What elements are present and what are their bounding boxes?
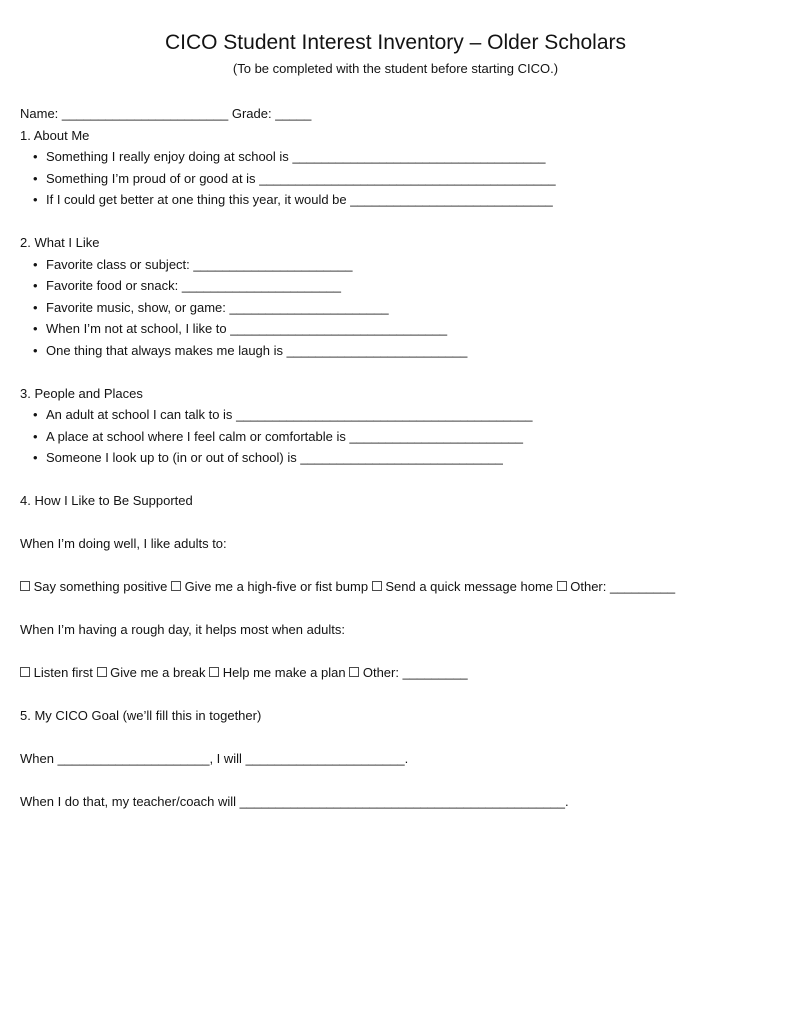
form-line xyxy=(20,275,771,297)
blank-line[interactable]: ______________________ xyxy=(229,299,389,315)
checkbox-icon[interactable] xyxy=(557,581,567,591)
section-goal-heading: 5. My CICO Goal (we’ll fill this in together) xyxy=(20,708,262,723)
form-line xyxy=(20,426,771,448)
checkbox-label: Say something positive xyxy=(33,579,168,594)
checkbox-option-other[interactable] xyxy=(349,665,399,680)
checkbox-option[interactable] xyxy=(20,579,167,594)
name-grade-line xyxy=(20,103,771,125)
checkbox-icon[interactable] xyxy=(349,667,359,677)
field-label: One thing that always makes me laugh is xyxy=(46,342,284,358)
form-line xyxy=(20,189,771,211)
section-about-me xyxy=(20,125,771,211)
form-line xyxy=(20,340,771,362)
field-label: If I could get better at one thing this year, it would be xyxy=(46,192,347,207)
goal-line-2 xyxy=(20,791,771,813)
blank-line[interactable]: ____________________________ xyxy=(300,450,503,465)
what-i-like-list xyxy=(20,254,771,362)
section-about-me-heading: 1. About Me xyxy=(20,127,90,143)
rough-day-intro: When I’m having a rough day, it helps most when adults: xyxy=(20,622,345,637)
blank-line[interactable]: _________________________________________ xyxy=(259,170,556,186)
goal-line-2-pre: When I do that, my teacher/coach will xyxy=(20,794,237,809)
other-blank[interactable]: _________ xyxy=(402,665,468,680)
field-label: Favorite food or snack: xyxy=(46,278,179,293)
section-people-places xyxy=(20,383,771,469)
field-label: An adult at school I can talk to is xyxy=(46,407,233,422)
checkbox-label: Send a quick message home xyxy=(385,579,553,594)
document-subtitle: (To be completed with the student before starting CICO.) xyxy=(232,61,559,76)
blank-line[interactable]: _________________________ xyxy=(286,342,468,358)
checkbox-option[interactable] xyxy=(20,665,93,680)
goal-line-2-period: . xyxy=(565,794,569,809)
goal-line-1-pre: When xyxy=(20,751,54,766)
form-line xyxy=(20,146,771,168)
rough-day-options xyxy=(20,662,771,684)
good-day-options xyxy=(20,576,771,598)
name-label: Name: xyxy=(20,106,59,121)
checkbox-option[interactable] xyxy=(171,579,368,594)
checkbox-option-other[interactable] xyxy=(557,579,607,594)
section-supported xyxy=(20,490,771,512)
checkbox-icon[interactable] xyxy=(209,667,219,677)
form-line xyxy=(20,318,771,340)
blank-line[interactable]: ________________________ xyxy=(349,428,524,444)
field-label: When I’m not at school, I like to xyxy=(46,321,227,336)
field-label: Something I really enjoy doing at school is xyxy=(46,149,289,164)
good-day-intro: When I’m doing well, I like adults to: xyxy=(20,536,227,551)
goal-line-2-blank[interactable]: _____________________________________________ xyxy=(239,794,566,809)
goal-line-1-mid: , I will xyxy=(209,751,242,766)
checkbox-label: Listen first xyxy=(33,665,93,680)
about-me-list xyxy=(20,146,771,211)
goal-line-1 xyxy=(20,748,771,770)
checkbox-label: Other: xyxy=(362,665,399,680)
blank-line[interactable]: ____________________________ xyxy=(350,192,553,207)
checkbox-option[interactable] xyxy=(97,665,206,680)
form-line xyxy=(20,404,771,426)
checkbox-option[interactable] xyxy=(209,665,345,680)
field-label: Favorite music, show, or game: xyxy=(46,299,226,315)
checkbox-icon[interactable] xyxy=(20,667,30,677)
checkbox-label: Other: xyxy=(570,579,607,594)
field-label: Favorite class or subject: xyxy=(46,256,190,272)
section-what-i-like-heading: 2. What I Like xyxy=(20,235,100,250)
people-places-list xyxy=(20,404,771,469)
form-line xyxy=(20,254,771,276)
section-goal xyxy=(20,705,771,727)
blank-line[interactable]: ______________________ xyxy=(181,278,341,293)
section-what-i-like xyxy=(20,232,771,361)
section-supported-heading: 4. How I Like to Be Supported xyxy=(20,493,193,508)
checkbox-label: Help me make a plan xyxy=(222,665,346,680)
checkbox-icon[interactable] xyxy=(20,581,30,591)
goal-line-1-period: . xyxy=(404,751,409,766)
blank-line[interactable]: ___________________________________ xyxy=(292,149,546,164)
goal-blank-1[interactable]: _____________________ xyxy=(57,751,210,766)
checkbox-label: Give me a high-five or fist bump xyxy=(184,579,369,594)
field-label: Something I’m proud of or good at is xyxy=(46,170,256,186)
form-line xyxy=(20,168,771,190)
other-blank[interactable]: _________ xyxy=(610,579,676,594)
checkbox-icon[interactable] xyxy=(372,581,382,591)
blank-line[interactable]: _________________________________________ xyxy=(236,407,533,422)
grade-blank[interactable]: _____ xyxy=(275,106,312,121)
checkbox-option[interactable] xyxy=(372,579,553,594)
name-blank[interactable]: _______________________ xyxy=(61,106,229,121)
checkbox-label: Give me a break xyxy=(110,665,206,680)
section-people-places-heading: 3. People and Places xyxy=(20,385,143,401)
blank-line[interactable]: ______________________________ xyxy=(230,321,448,336)
form-line xyxy=(20,297,771,319)
checkbox-icon[interactable] xyxy=(171,581,181,591)
field-label: Someone I look up to (in or out of school) is xyxy=(46,450,297,465)
checkbox-icon[interactable] xyxy=(97,667,107,677)
field-label: A place at school where I feel calm or comfortable is xyxy=(46,428,346,444)
grade-label: Grade: xyxy=(231,106,272,121)
document-title: CICO Student Interest Inventory – Older Scholars xyxy=(164,31,627,54)
goal-blank-2[interactable]: ______________________ xyxy=(245,751,405,766)
form-line xyxy=(20,447,771,469)
blank-line[interactable]: ______________________ xyxy=(193,256,353,272)
